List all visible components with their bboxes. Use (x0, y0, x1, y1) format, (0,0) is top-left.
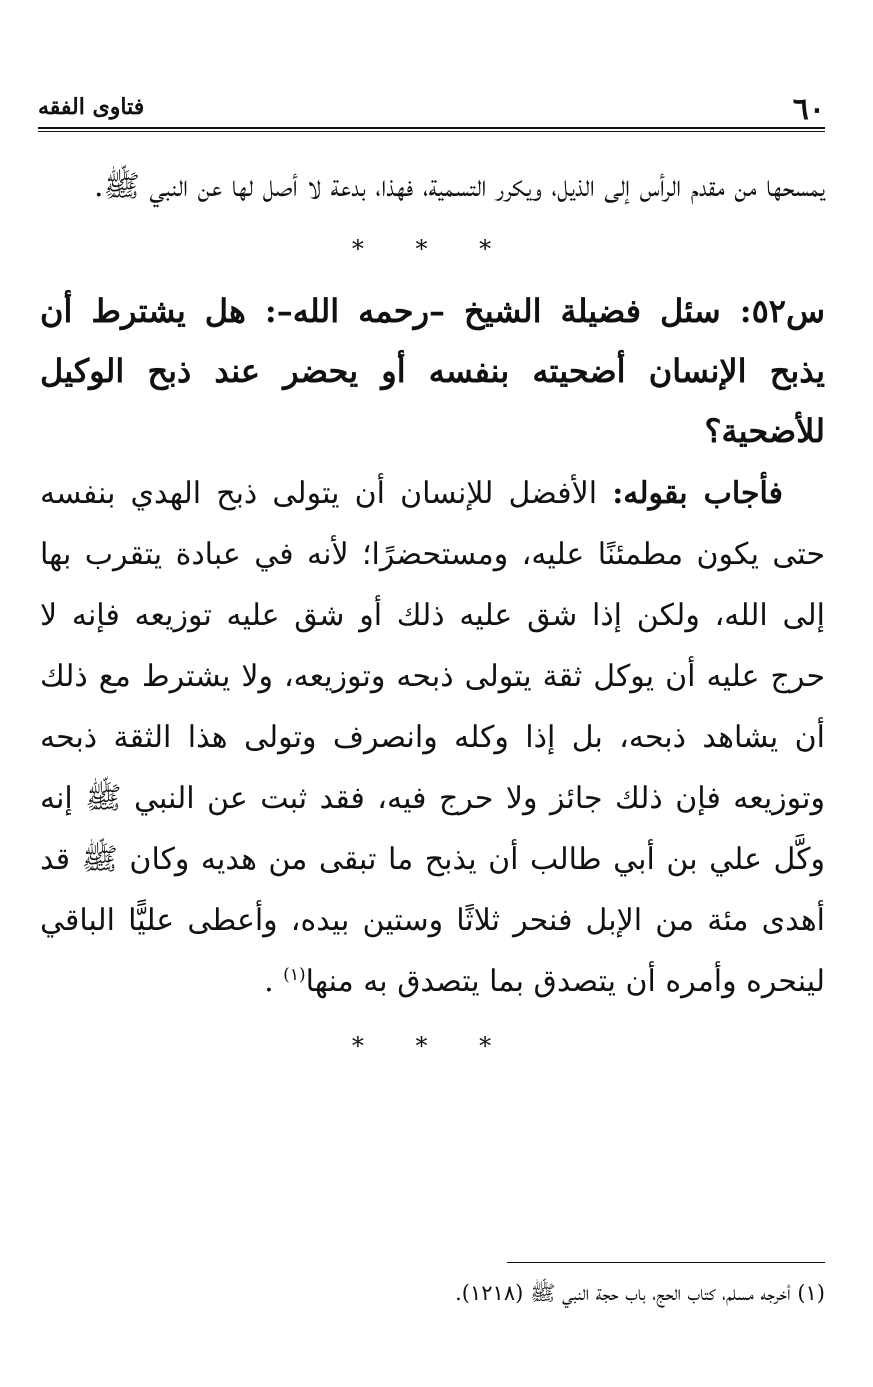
running-title: فتاوى الفقه (38, 94, 145, 120)
answer-end: . (264, 964, 284, 999)
footnote-rule (507, 1262, 825, 1263)
question-paragraph: س٥٢: سئل فضيلة الشيخ –رحمه الله–: هل يشترط أن يذبح الإنسان أضحيته بنفسه أو يحضر عند ذبح الوكيل للأضحية؟ (40, 292, 825, 450)
page-number: ٦٠ (792, 92, 825, 127)
footnote: (١) أخرجه مسلم، كتاب الحج، باب حجة النبي ﷺ (١٢١٨). (455, 1281, 825, 1305)
answer-paragraph (40, 463, 825, 1012)
footnote-reference[interactable]: (١) (283, 965, 306, 985)
continuation-paragraph: يمسحها من مقدم الرأس إلى الذيل، ويكرر التسمية، فهذا، بدعة لا أصل لها عن النبي ﷺ. (94, 169, 825, 204)
header-rule (38, 127, 825, 132)
page-header (38, 86, 825, 126)
section-separator: * * * (351, 1032, 514, 1060)
answer-lead: فأجاب بقوله: (612, 476, 783, 511)
page-body (40, 156, 825, 1074)
answer-body: الأفضل للإنسان أن يتولى ذبح الهدي بنفسه حتى يكون مطمئنًا عليه، ومستحضرًا؛ لأنه في عبادة يتقرب بها إلى الله، ولكن إذا شق عليه ذلك أو شق عليه توزيعه فإنه لا حرج عليه أن يوكل ثقة يتولى ذبحه وتوزيعه، ولا يشترط مع ذلك أن يشاهد ذبحه، بل إذا وكله وانصرف وتولى هذا الثقة ذبحه وتوزيعه فإن ذلك جائز ولا حرج فيه، فقد ثبت عن النبي ﷺ إنه وكَّل علي بن أبي طالب أن يذبح ما تبقى من هديه وكان ﷺ قد أهدى مئة من الإبل فنحر ثلاثًا وستين بيده، وأعطى عليًّا الباقي لينحره وأمره أن يتصدق بما يتصدق به منها (40, 476, 825, 999)
section-separator: * * * (351, 235, 514, 263)
